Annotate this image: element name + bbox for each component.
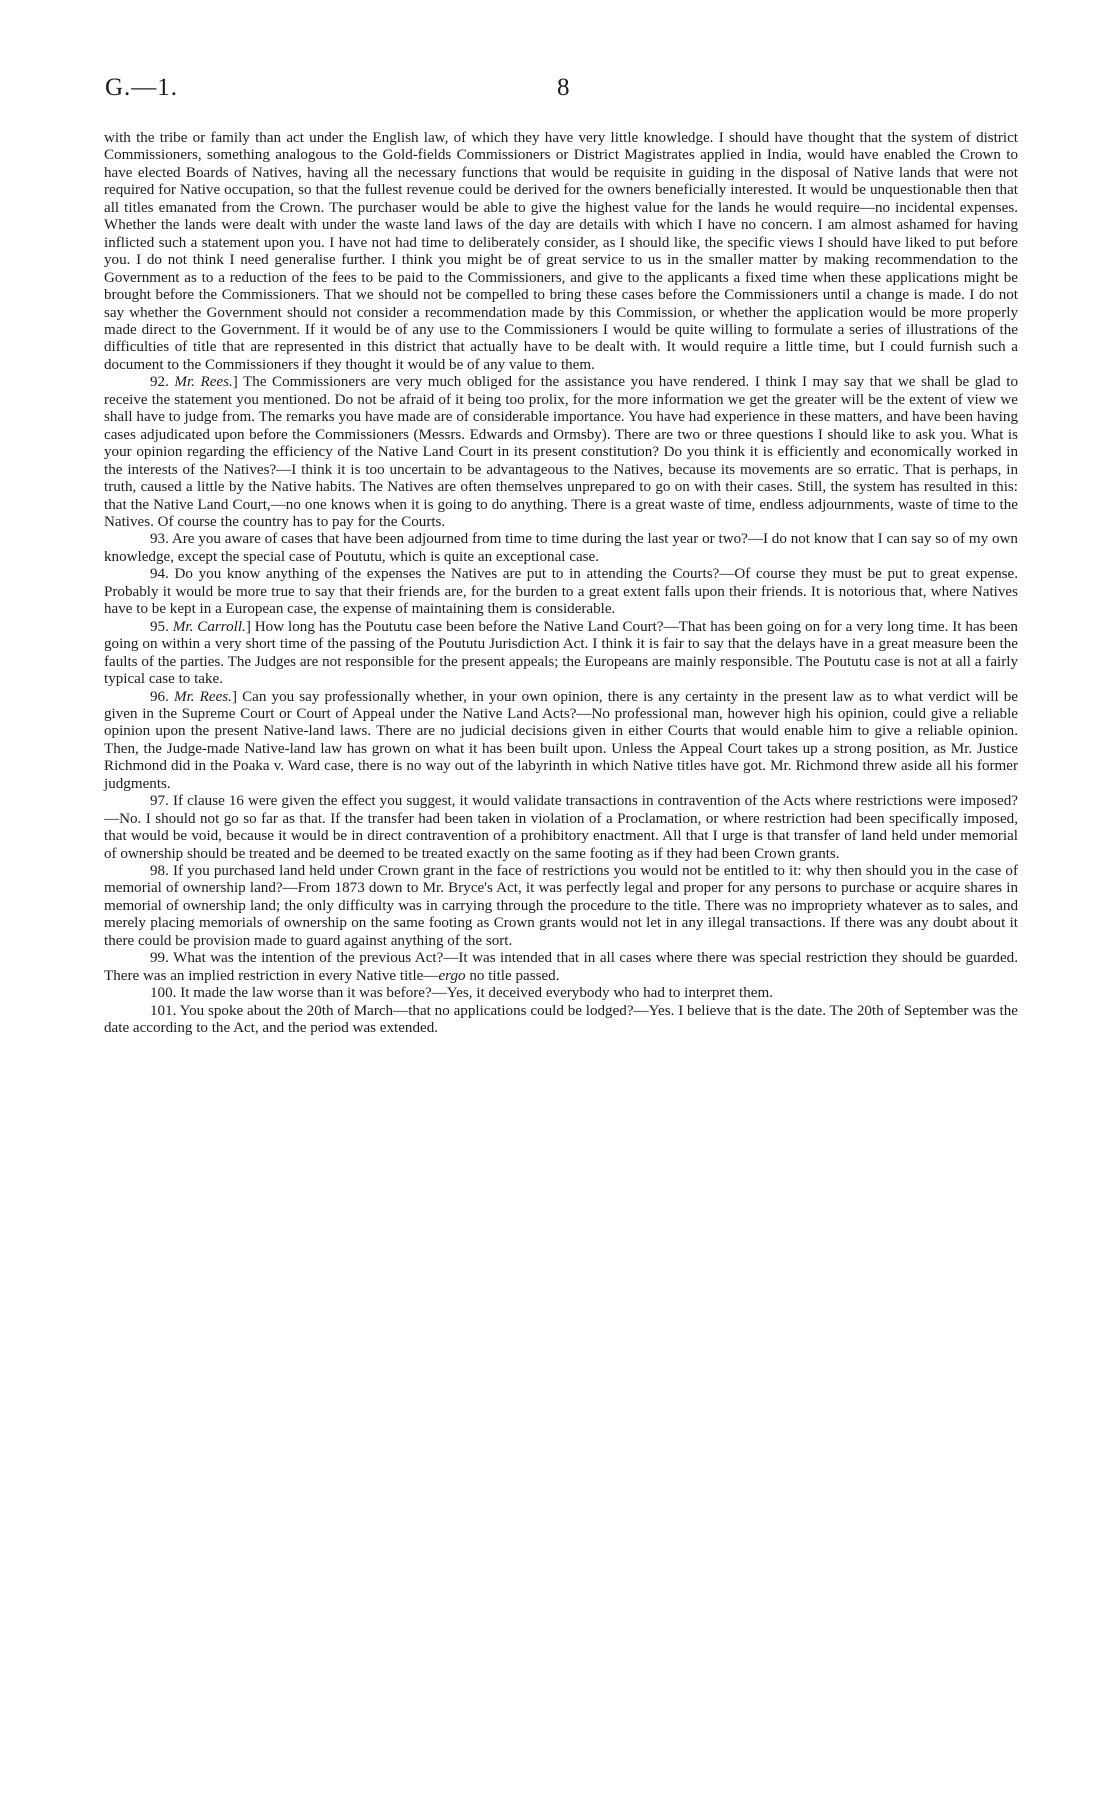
question-94 — [104, 566, 1018, 618]
question-text: You spoke about the 20th of March—that no applications could be lodged?—Yes. I believe that is the date. The 20th of September was the date according to the Act, and the period was extended. — [104, 1002, 1018, 1037]
question-text: Do you know anything of the expenses the Natives are put to in attending the Courts?—Of course they must be put to great expense. Probably it would be more true to say that their friends are, for the burden to a great extent falls upon their friends. It is notorious that, where Natives have to be kept in a European case, the expense of maintaining them is considerable. — [104, 566, 1018, 618]
question-text: It made the law worse than it was before?—Yes, it deceived everybody who had to interpret them. — [180, 985, 774, 1002]
question-number: 92. — [150, 374, 169, 391]
question-96: 96. Mr. Rees.] Can you say professionally whether, in your own opinion, there is any certainty in the present law as to what verdict will be given in the Supreme Court or Court of Appeal under the Native Land Acts?—No professional man, however high his opinion, could give a reliable opinion upon the present Native-land laws. There are no judicial decisions given in either Courts that would enable him to give a reliable opinion. Then, the Judge-made Native-land law has grown on what it has been built upon. Unless the Appeal Court takes up a strong position, as Mr. Justice Richmond did in the Poaka v. Ward case, there is no way out of the labyrinth in which Native titles have got. Mr. Richmond threw aside all his former judgments. — [104, 688, 1018, 792]
question-number: 98. — [150, 863, 169, 880]
question-text-tail: no title passed. — [465, 967, 560, 984]
question-number: 99. — [150, 950, 169, 967]
question-text: If you purchased land held under Crown grant in the face of restrictions you would not be entitled to it: why then should you in the case of memorial of ownership land?—From 1873 down to Mr. Bryce's Act, it was perfectly legal and proper for any persons to purchase or acquire shares in memorial of ownership land; the only difficulty was in carrying through the procedure to the title. There was no impropriety whatever as to sales, and merely placing memorials of ownership on the same footing as Crown grants would not let in any illegal transactions. If there was any doubt about it there could be provision made to guard against anything of the sort. — [104, 863, 1018, 949]
question-number: 95. — [150, 618, 169, 635]
speaker-name: Mr. Carroll. — [172, 618, 246, 635]
body-text — [104, 130, 1018, 1038]
speaker-name: Mr. Rees. — [174, 374, 233, 391]
paragraph-continued — [104, 130, 1018, 374]
question-100 — [104, 985, 1018, 1002]
question-text: The Commissioners are very much obliged for the assistance you have rendered. I think I may say that we shall be glad to receive the statement you mentioned. Do not be afraid of it being too prolix, for the more information we get the greater will be the extent of view we shall have to judge from. The remarks you have made are of considerable importance. You have had experience in these matters, and have been having cases adjudicated upon before the Commissioners (Messrs. Edwards and Ormsby). There are two or three questions I should like to ask you. What is your opinion regarding the efficiency of the Native Land Court in its present constitution? Do you think it is efficiently and economically worked in the interests of the Natives?—I think it is too uncertain to be advantageous to the Natives, because its movements are so erratic. That is perhaps, in truth, caused a little by the Native habits. The Natives are often themselves unprepared to go on with their cases. Still, the system has resulted in this: that the Native Land Court,—no one knows when it is going to do anything. There is a great waste of time, endless adjournments, waste of time to the Natives. Of course the country has to pay for the Courts. — [104, 374, 1018, 530]
question-number: 97. — [150, 793, 169, 810]
question-97 — [104, 793, 1018, 863]
question-number: 101. — [150, 1002, 177, 1019]
question-number: 100. — [150, 985, 177, 1002]
question-number: 93. — [150, 531, 169, 548]
question-95: 95. Mr. Carroll.] How long has the Poututu case been before the Native Land Court?—That has been going on for a very long time. It has been going on within a very short time of the passing of the Poututu Jurisdiction Act. I think it is fair to say that the delays have in a great measure been the faults of the parties. The Judges are not responsible for the present appeals; the Europeans are mainly responsible. The Poututu case is not at all a fairly typical case to take. — [104, 618, 1018, 688]
question-text: What was the intention of the previous Act?—It was intended that in all cases where there was special restriction they should be guarded. There was an implied restriction in every Native title— — [104, 950, 1018, 984]
document-reference: G.—1. — [105, 74, 179, 101]
question-text: Can you say professionally whether, in your own opinion, there is any certainty in the present law as to what verdict will be given in the Supreme Court or Court of Appeal under the Native Land Acts?—No professional man, however high his opinion, could give a reliable opinion upon the present Native-land laws. There are no judicial decisions given in either Courts that would enable him to give a reliable opinion. Then, the Judge-made Native-land law has grown on what it has been built upon. Unless the Appeal Court takes up a strong position, as Mr. Justice Richmond did in the Poaka v. Ward case, there is no way out of the labyrinth in which Native titles have got. Mr. Richmond threw aside all his former judgments. — [104, 688, 1018, 792]
question-text: If clause 16 were given the effect you suggest, it would validate transactions in contravention of the Acts where restrictions were imposed?—No. I should not go so far as that. If the transfer had been taken in violation of a Proclamation, or where restriction had been specifically imposed, that would be void, because it would be in direct contravention of a prohibitory enactment. All that I urge is that transfer of land held under memorial of ownership should be treated and be deemed to be treated exactly on the same footing as if they had been Crown grants. — [104, 793, 1018, 862]
question-99 — [104, 950, 1018, 985]
question-101 — [104, 1003, 1018, 1038]
question-number: 94. — [150, 566, 169, 583]
page-header — [105, 74, 1015, 106]
latin-term: ergo — [438, 967, 466, 984]
speaker-name: Mr. Rees. — [174, 688, 232, 705]
page-number: 8 — [557, 74, 570, 101]
paragraph-text: with the tribe or family than act under the English law, of which they have very little knowledge. I should have thought that the system of district Commissioners, something analogous to the Gold-fields Commissioners or District Magistrates applied in India, would have enabled the Crown to have elected Boards of Natives, having all the necessary functions that would be requisite in guiding in the disposal of Native lands that were not required for Native occupation, so that the fullest revenue could be derived for the owners beneficially interested. It would be unquestionable then that all titles emanated from the Crown. The purchaser would be able to give the highest value for the lands he would require—no incidental expenses. Whether the lands were dealt with under the waste land laws of the day are details with which I have no concern. I am almost ashamed for having inflicted such a statement upon you. I have not had time to deliberately consider, as I should like, the specific views I should have liked to put before you. I do not think I need generalise further. I think you might be of great service to us in the smaller matter by making recommendation to the Government as to a reduction of the fees to be paid to the Commissioners, and give to the applicants a fixed time when these applications might be brought before the Commissioners. That we should not be compelled to bring these cases before the Commissioners until a change is made. I do not say whether the Government should not consider a recommendation made by this Commission, or whether the application would be more properly made direct to the Government. If it would be of any use to the Commissioners I would be quite willing to formulate a series of illustrations of the difficulties of title that are represented in this district that actually have to be dealt with. It would require a little time, but I could furnish such a document to the Commissioners if they thought it would be of any value to them. — [104, 130, 1018, 373]
question-number: 96. — [150, 688, 169, 705]
question-92: 92. Mr. Rees.] The Commissioners are very much obliged for the assistance you have rendered. I think I may say that we shall be glad to receive the statement you mentioned. Do not be afraid of it being too prolix, for the more information we get the greater will be the extent of view we shall have to judge from. The remarks you have made are of considerable importance. You have had experience in these matters, and have been having cases adjudicated upon before the Commissioners (Messrs. Edwards and Ormsby). There are two or three questions I should like to ask you. What is your opinion regarding the efficiency of the Native Land Court in its present constitution? Do you think it is efficiently and economically worked in the interests of the Natives?—I think it is too uncertain to be advantageous to the Natives, because its movements are so erratic. That is perhaps, in truth, caused a little by the Native habits. The Natives are often themselves unprepared to go on with their cases. Still, the system has resulted in this: that the Native Land Court,—no one knows when it is going to do anything. There is a great waste of time, endless adjournments, waste of time to the Natives. Of course the country has to pay for the Courts. — [104, 374, 1018, 530]
question-93 — [104, 531, 1018, 566]
question-98 — [104, 863, 1018, 950]
question-text: Are you aware of cases that have been adjourned from time to time during the last year or two?—I do not know that I can say so of my own knowledge, except the special case of Poututu, which is quite an exceptional case. — [104, 531, 1018, 565]
question-text: How long has the Poututu case been before the Native Land Court?—That has been going on for a very long time. It has been going on within a very short time of the passing of the Poututu Jurisdiction Act. I think it is fair to say that the delays have in a great measure been the faults of the parties. The Judges are not responsible for the present appeals; the Europeans are mainly responsible. The Poututu case is not at all a fairly typical case to take. — [104, 618, 1018, 688]
